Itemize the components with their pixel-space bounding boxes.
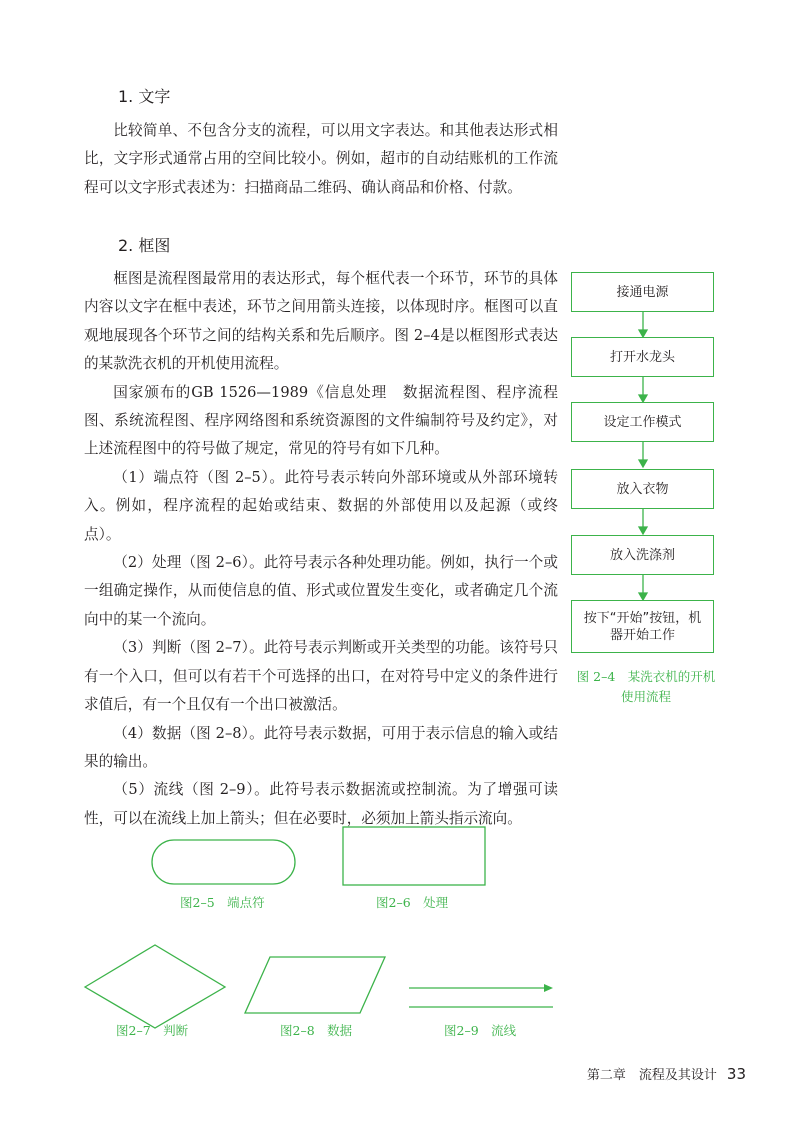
flow-step-power-on: 接通电源 bbox=[571, 272, 714, 312]
figure-2-8-caption: 图2–8 数据 bbox=[280, 1023, 353, 1038]
paragraph: 框图是流程图最常用的表达形式，每个框代表一个环节，环节的具体内容以文字在框中表述，环节之间用箭头连接，以体现时序。框图可以直观地展现各个环节之间的结构关系和先后顺序。图 2–4是以框图形式表达的某款洗衣机的开机使用流程。 bbox=[84, 270, 558, 373]
section-heading-block-diagram: 2. 框图 bbox=[118, 236, 171, 255]
decision-symbol bbox=[85, 945, 225, 1028]
paragraph: （2）处理（图 2–6）。此符号表示各种处理功能。例如，执行一个或一组确定操作，从而使信息的值、形式或位置发生变化，或者确定几个流向中的某一个流向。 bbox=[84, 554, 558, 628]
paragraph: （1）端点符（图 2–5）。此符号表示转向外部环境或从外部环境转入。例如，程序流程的起始或结束、数据的外部使用以及起源（或终点）。 bbox=[84, 468, 558, 543]
paragraph: （4）数据（图 2–8）。此符号表示数据，可用于表示信息的输入或结果的输出。 bbox=[84, 724, 558, 770]
flow-step-set-mode: 设定工作模式 bbox=[571, 402, 714, 442]
figure-2-7-caption: 图2–7 判断 bbox=[116, 1023, 189, 1038]
figure-2-6-caption: 图2–6 处理 bbox=[376, 895, 449, 910]
flow-step-open-tap: 打开水龙头 bbox=[571, 337, 714, 377]
caption-line: 使用流程 bbox=[620, 689, 671, 704]
flow-step-press-start: 按下“开始”按钮，机器开始工作 bbox=[571, 600, 714, 653]
flow-step-add-detergent: 放入洗涤剂 bbox=[571, 535, 714, 575]
flow-step-load-clothes: 放入衣物 bbox=[571, 469, 714, 509]
chapter-title: 第二章 流程及其设计 bbox=[586, 1068, 717, 1083]
page-number: 33 bbox=[726, 1065, 746, 1083]
process-symbol bbox=[343, 827, 485, 885]
paragraph: 国家颁布的GB 1526—1989《信息处理 数据流程图、程序流程图、系统流程图、程序网络图和系统资源图的文件编制符号及约定》，对上述流程图中的符号做了规定，常见的符号有如下几种。 bbox=[84, 383, 558, 458]
section-heading-text: 1. 文字 bbox=[118, 87, 171, 106]
page-footer bbox=[587, 1064, 746, 1083]
figure-2-9-caption: 图2–9 流线 bbox=[444, 1023, 517, 1038]
caption-line: 图 2–4 某洗衣机的开机 bbox=[576, 669, 716, 684]
paragraph: （5）流线（图 2–9）。此符号表示数据流或控制流。为了增强可读性，可以在流线上加上箭头；但在必要时，必须加上箭头指示流向。 bbox=[84, 781, 558, 827]
data-symbol bbox=[245, 957, 385, 1013]
paragraph: （3）判断（图 2–7）。此符号表示判断或开关类型的功能。该符号只有一个入口，但可以有若干个可选择的出口，在对符号中定义的条件进行求值后，有一个且仅有一个出口被激活。 bbox=[84, 639, 558, 714]
flowline-arrowhead bbox=[544, 984, 553, 992]
figure-2-5-caption: 图2–5 端点符 bbox=[180, 895, 265, 910]
paragraph: 比较简单、不包含分支的流程，可以用文字表达。和其他表达形式相比，文字形式通常占用的空间比较小。例如，超市的自动结账机的工作流程可以文字形式表述为：扫描商品二维码、确认商品和价格、付款。 bbox=[84, 122, 558, 196]
terminal-symbol bbox=[152, 840, 295, 884]
